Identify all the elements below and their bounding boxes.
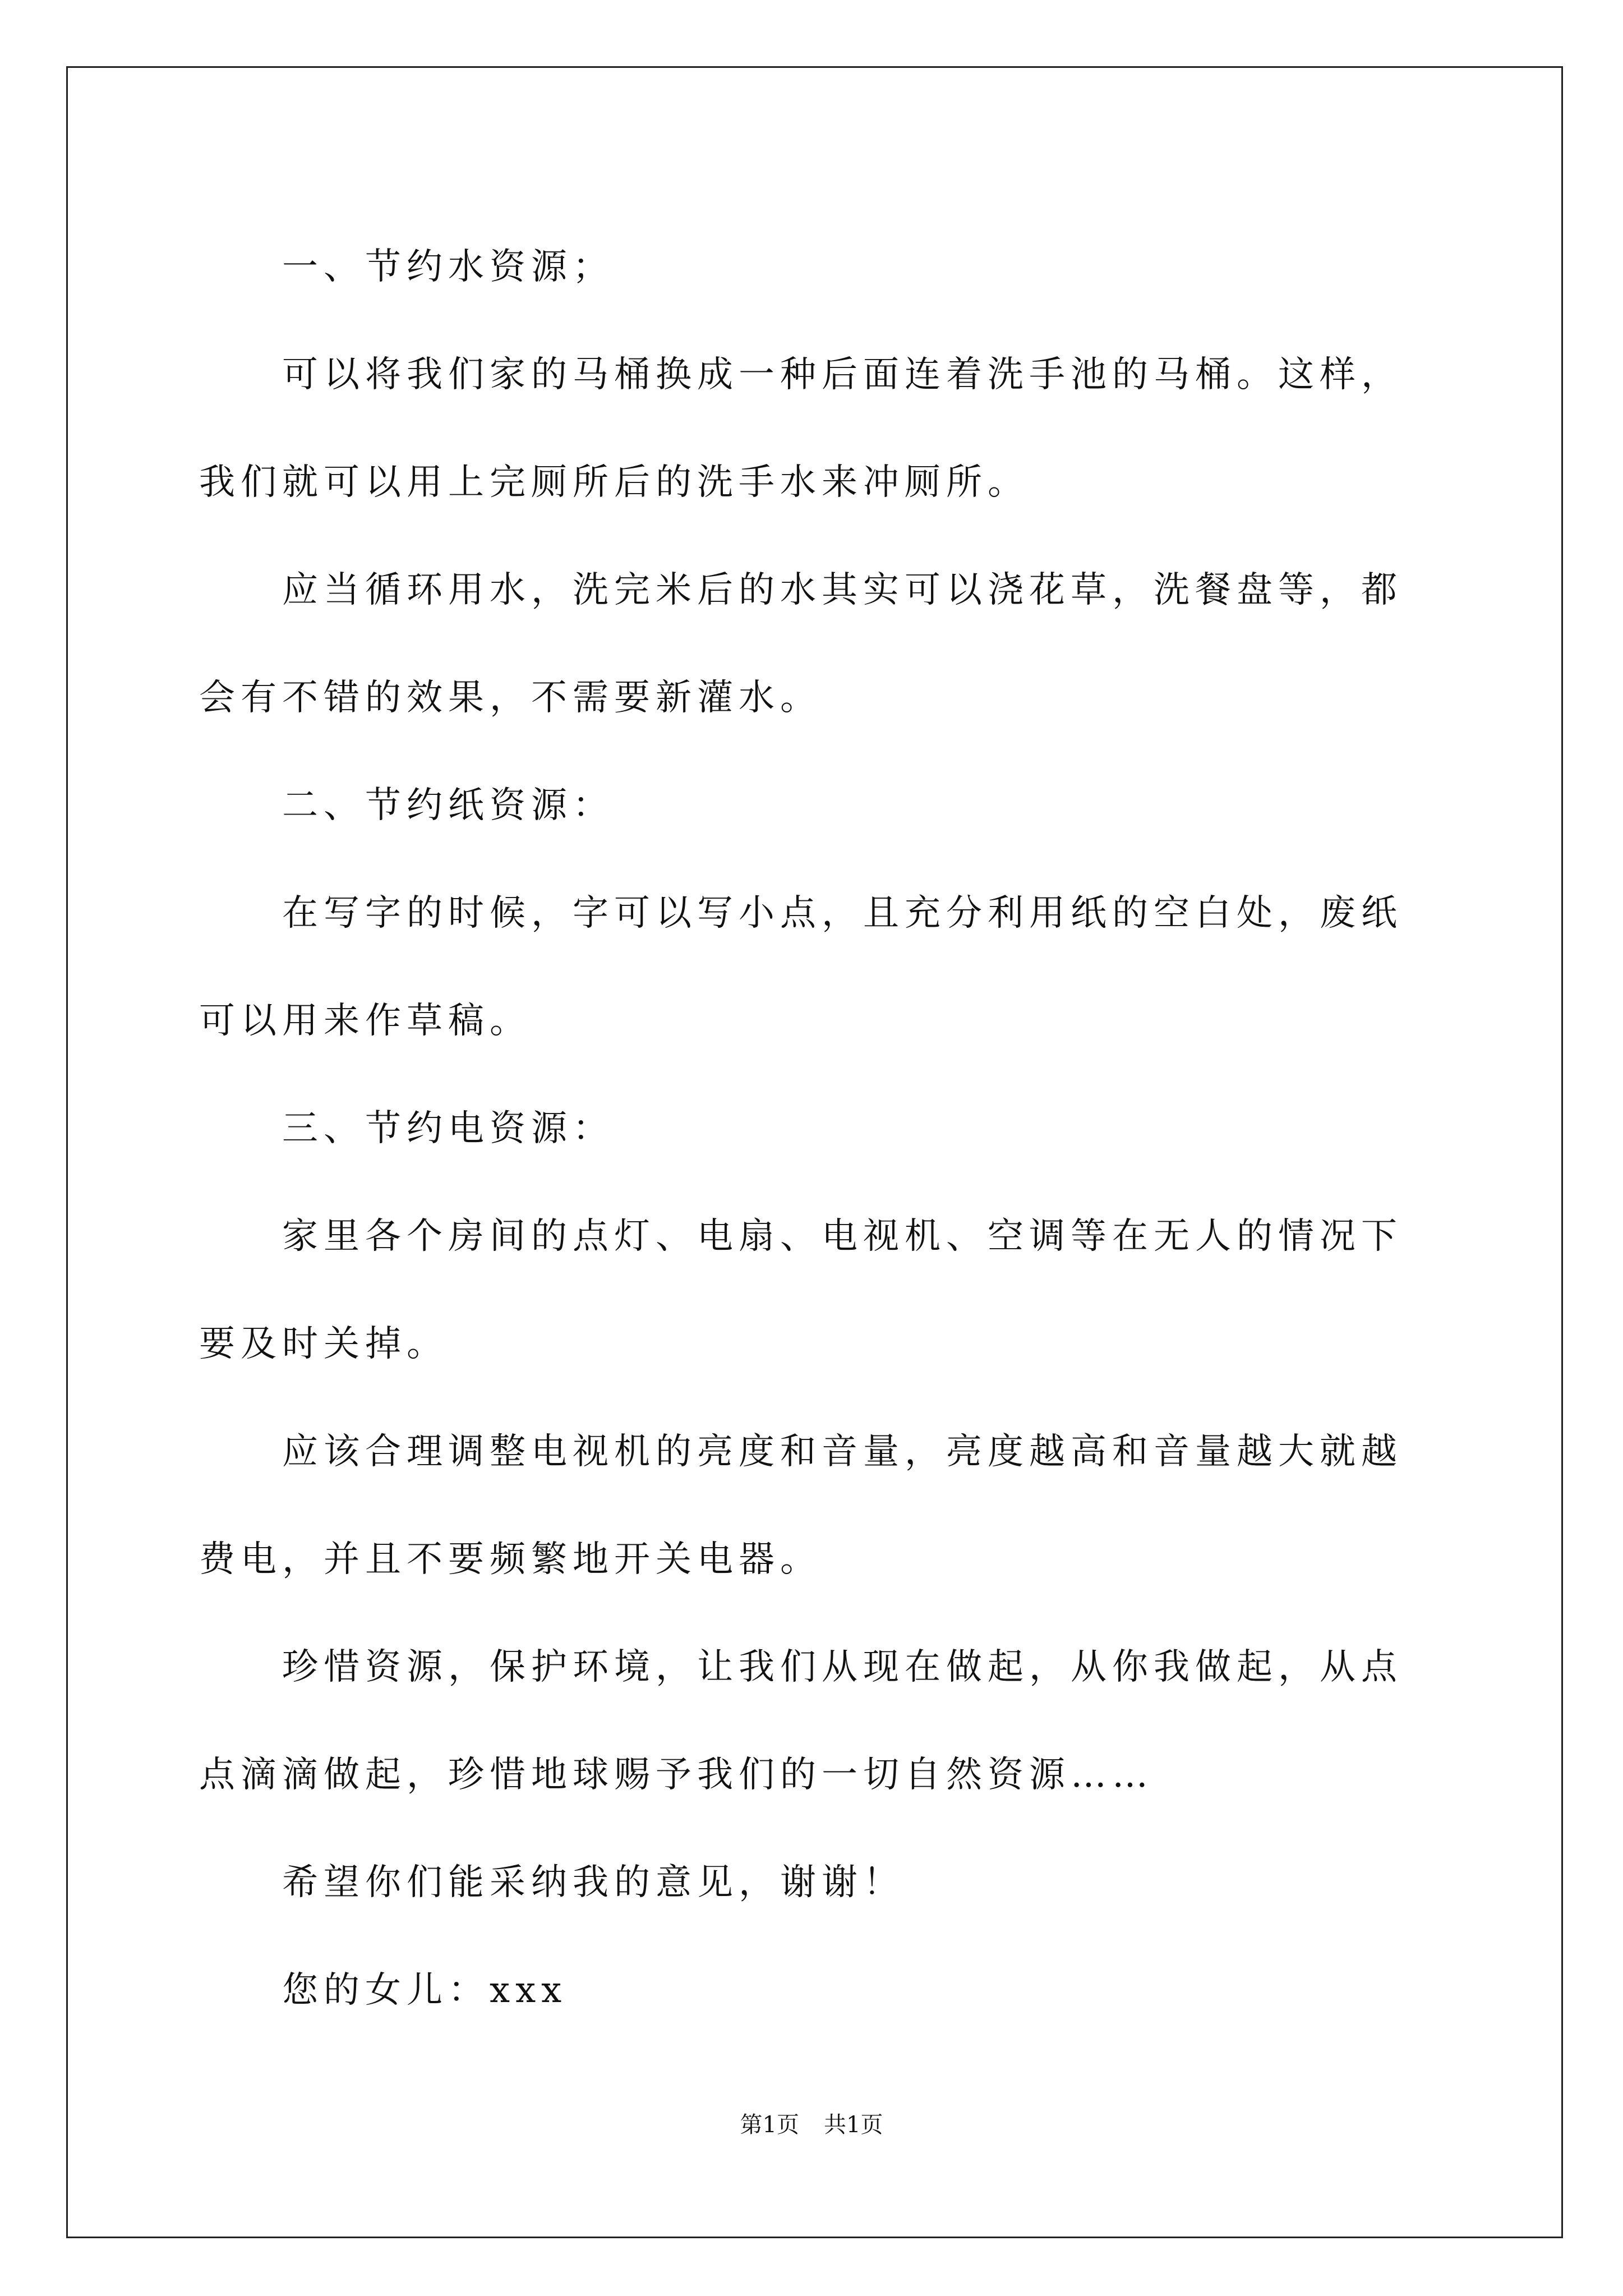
document-body xyxy=(199,213,1433,2044)
signature: 您的女儿：xxx xyxy=(282,1970,568,2011)
paragraph-tv: 应该合理调整电视机的亮度和音量，亮度越高和音量越大就越费电，并且不要频繁地开关电器。 xyxy=(199,1431,1403,1580)
heading-save-electricity: 三、节约电资源： xyxy=(282,1108,614,1149)
heading-save-paper: 二、节约纸资源： xyxy=(282,785,614,826)
paragraph-paper: 在写字的时候，字可以写小点，且充分利用纸的空白处，废纸可以用来作草稿。 xyxy=(199,892,1403,1042)
paragraph-toilet: 可以将我们家的马桶换成一种后面连着洗手池的马桶。这样，我们就可以用上完厕所后的洗手水来冲厕所。 xyxy=(199,354,1403,503)
page-number: 第1页 xyxy=(740,2112,799,2138)
page-footer xyxy=(0,2108,1623,2142)
paragraph-recycle-water: 应当循环用水，洗完米后的水其实可以浇花草，洗餐盘等，都会有不错的效果，不需要新灌水。 xyxy=(199,569,1403,719)
heading-save-water: 一、节约水资源； xyxy=(282,246,614,288)
paragraph-lights: 家里各个房间的点灯、电扇、电视机、空调等在无人的情况下要及时关掉。 xyxy=(199,1216,1403,1365)
paragraph-thanks: 希望你们能采纳我的意见，谢谢！ xyxy=(282,1862,905,1903)
paragraph-cherish: 珍惜资源，保护环境，让我们从现在做起，从你我做起，从点点滴滴做起，珍惜地球赐予我们的一切自然资源…… xyxy=(199,1646,1403,1796)
page-total: 共1页 xyxy=(824,2112,883,2138)
